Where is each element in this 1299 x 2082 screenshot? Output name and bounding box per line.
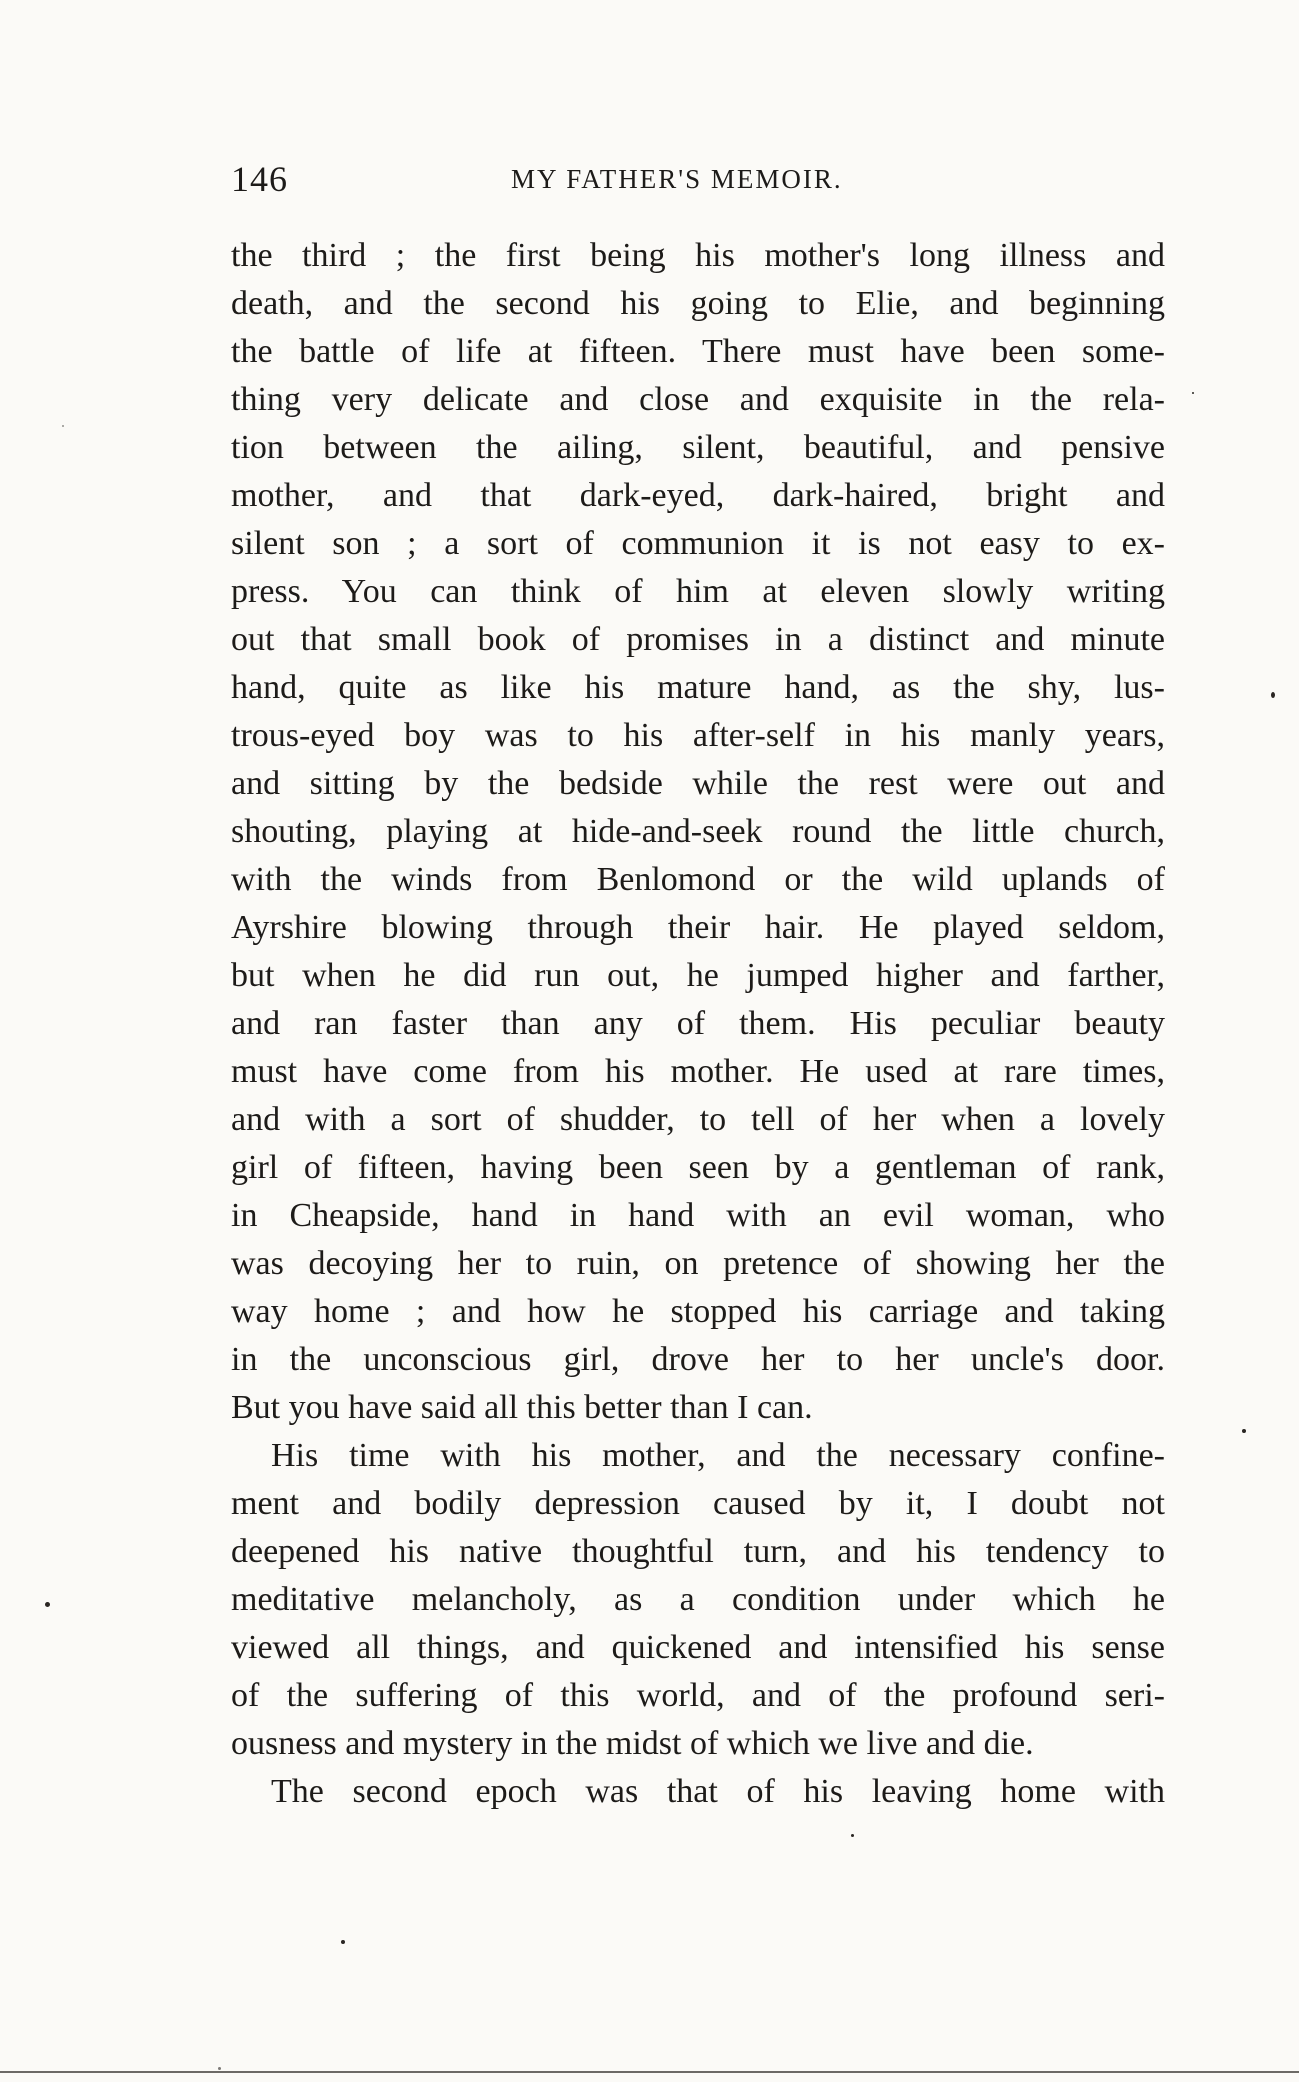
text-line: viewed all things, and quickened and intensified his sense: [231, 1629, 1165, 1666]
text-line: and with a sort of shudder, to tell of her when a lovely: [231, 1101, 1165, 1138]
text-line: deepened his native thoughtful turn, and his tendency to: [231, 1533, 1165, 1570]
text-line: in Cheapside, hand in hand with an evil woman, who: [231, 1197, 1165, 1234]
text-line: death, and the second his going to Elie, and beginning: [231, 285, 1165, 322]
ink-speck: [62, 425, 64, 427]
text-line: and sitting by the bedside while the rest were out and: [231, 765, 1165, 802]
text-line: mother, and that dark-eyed, dark-haired, bright and: [231, 477, 1165, 514]
text-line: tion between the ailing, silent, beautiful, and pensive: [231, 429, 1165, 466]
text-line: was decoying her to ruin, on pretence of showing her the: [231, 1245, 1165, 1282]
paragraph-end-line: ousness and mystery in the midst of which we live and die.: [231, 1725, 1034, 1762]
text-line: way home ; and how he stopped his carriage and taking: [231, 1293, 1165, 1330]
text-line: the third ; the first being his mother's long illness and: [231, 237, 1165, 274]
paragraph-start-line: His time with his mother, and the necessary confine-: [271, 1437, 1165, 1474]
text-line: ment and bodily depression caused by it, I doubt not: [231, 1485, 1165, 1522]
running-head: [231, 158, 1165, 202]
text-line: and ran faster than any of them. His peculiar beauty: [231, 1005, 1165, 1042]
ink-speck: [45, 1602, 50, 1607]
text-line: shouting, playing at hide-and-seek round the little church,: [231, 813, 1165, 850]
text-line: girl of fifteen, having been seen by a gentleman of rank,: [231, 1149, 1165, 1186]
text-line: silent son ; a sort of communion it is not easy to ex-: [231, 525, 1165, 562]
text-line: press. You can think of him at eleven slowly writing: [231, 573, 1165, 610]
body-text: [231, 232, 1165, 1816]
text-line: in the unconscious girl, drove her to her uncle's door.: [231, 1341, 1165, 1378]
text-line: must have come from his mother. He used at rare times,: [231, 1053, 1165, 1090]
ink-speck: [1271, 692, 1275, 698]
text-line: hand, quite as like his mature hand, as the shy, lus-: [231, 669, 1165, 706]
text-line: out that small book of promises in a distinct and minute: [231, 621, 1165, 658]
text-line: meditative melancholy, as a condition under which he: [231, 1581, 1165, 1618]
text-line: thing very delicate and close and exquisite in the rela-: [231, 381, 1165, 418]
text-line: trous-eyed boy was to his after-self in his manly years,: [231, 717, 1165, 754]
page-edge-line: [0, 2071, 1299, 2073]
ink-speck: [341, 1940, 345, 1944]
text-line: with the winds from Benlomond or the wild uplands of: [231, 861, 1165, 898]
ink-speck: [218, 2067, 221, 2070]
page-number: 146: [231, 159, 288, 199]
text-line: but when he did run out, he jumped higher and farther,: [231, 957, 1165, 994]
running-title: MY FATHER'S MEMOIR.: [511, 164, 843, 194]
ink-speck: [1242, 1429, 1246, 1433]
ink-speck: [1192, 392, 1194, 394]
paragraph-end-line: But you have said all this better than I can.: [231, 1389, 813, 1426]
text-line: Ayrshire blowing through their hair. He played seldom,: [231, 909, 1165, 946]
paragraph-start-line: The second epoch was that of his leaving home with: [271, 1773, 1165, 1810]
text-line: of the suffering of this world, and of the profound seri-: [231, 1677, 1165, 1714]
text-line: the battle of life at fifteen. There must have been some-: [231, 333, 1165, 370]
ink-speck: [851, 1834, 854, 1837]
